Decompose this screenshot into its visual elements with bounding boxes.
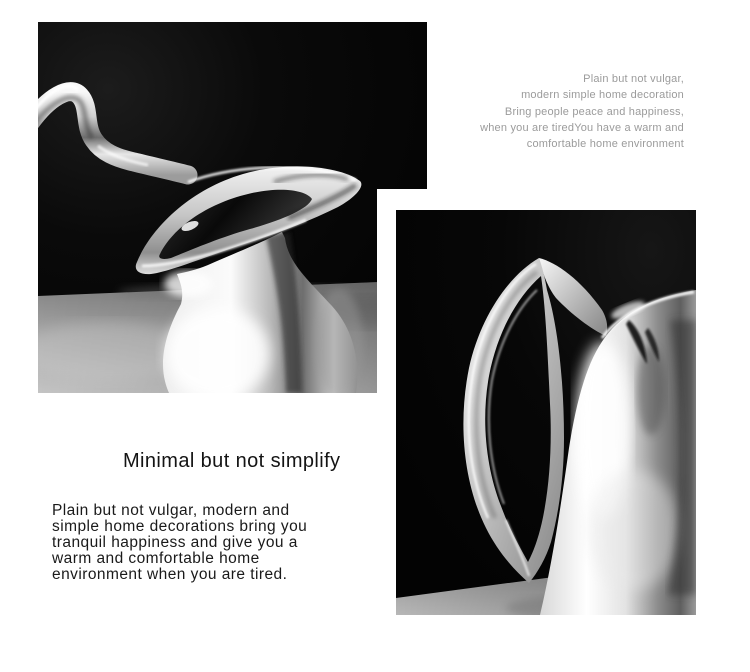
feature-title: Minimal but not simplify	[123, 450, 341, 472]
intro-text-line: Plain but not vulgar,	[583, 73, 684, 85]
pitcher-handle-illustration	[396, 210, 696, 615]
feature-paragraph-line: simple home decorations bring you	[52, 517, 308, 535]
feature-paragraph-line: Plain but not vulgar, modern and	[52, 502, 290, 519]
pitcher-front-illustration	[38, 22, 427, 393]
intro-text-line: comfortable home environment	[526, 138, 684, 151]
feature-paragraph	[52, 503, 307, 583]
pitcher-front-photo	[38, 22, 427, 393]
feature-paragraph-line: environment when you are tired.	[52, 565, 288, 583]
intro-text-block	[480, 71, 684, 152]
feature-paragraph-line: tranquil happiness and give you a	[52, 533, 298, 551]
pitcher-handle-photo	[377, 189, 696, 615]
intro-text-line: when you are tiredYou have a warm and	[480, 121, 684, 134]
feature-paragraph-line: warm and comfortable home	[52, 549, 260, 567]
intro-text-line: Bring people peace and happiness,	[504, 105, 684, 118]
intro-text-line: modern simple home decoration	[521, 89, 684, 102]
